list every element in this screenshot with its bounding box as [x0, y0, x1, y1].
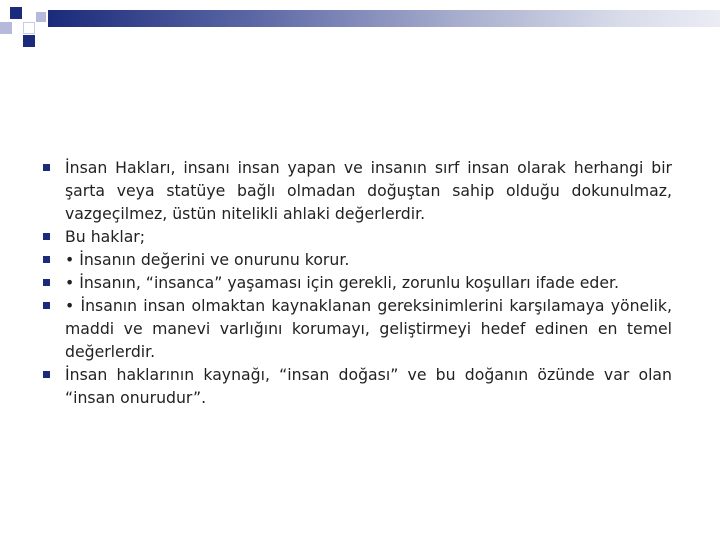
bullet-text: Bu haklar;: [65, 227, 146, 246]
square-bullet-icon: [43, 302, 50, 309]
square-bullet-icon: [43, 164, 50, 171]
list-item: [40, 156, 672, 225]
decor-square-mid: [23, 22, 35, 34]
bullet-text: • İnsanın değerini ve onurunu korur.: [65, 250, 350, 269]
list-item: [40, 294, 672, 363]
decor-square-top: [10, 7, 22, 19]
square-bullet-icon: [43, 371, 50, 378]
square-bullet-icon: [43, 233, 50, 240]
slide-body: [40, 156, 672, 409]
bullet-text: İnsan haklarının kaynağı, “insan doğası” ve bu doğanın özünde var olan “insan onurudur”.: [65, 365, 672, 407]
decor-square-left: [0, 22, 12, 34]
list-item: [40, 363, 672, 409]
square-bullet-icon: [43, 256, 50, 263]
decor-square-low: [23, 35, 35, 47]
header-decoration: [0, 0, 720, 60]
bullet-text: • İnsanın, “insanca” yaşaması için gerekli, zorunlu koşulları ifade eder.: [65, 273, 619, 292]
decor-square-small: [36, 12, 46, 22]
list-item: [40, 225, 672, 248]
square-bullet-icon: [43, 279, 50, 286]
bullet-text: İnsan Hakları, insanı insan yapan ve insanın sırf insan olarak herhangi bir şarta veya statüye bağlı olmadan doğuştan sahip olduğu dokunulmaz, vazgeçilmez, üstün nitelikli ahlaki değerlerdir.: [65, 158, 672, 223]
list-item: [40, 271, 672, 294]
title-gradient-bar: [48, 10, 720, 27]
bullet-text: • İnsanın insan olmaktan kaynaklanan gereksinimlerini karşılamaya yönelik, maddi ve manevi varlığını korumayı, geliştirmeyi hedef edinen en temel değerlerdir.: [65, 296, 672, 361]
list-item: [40, 248, 672, 271]
bullet-list: [40, 156, 672, 409]
